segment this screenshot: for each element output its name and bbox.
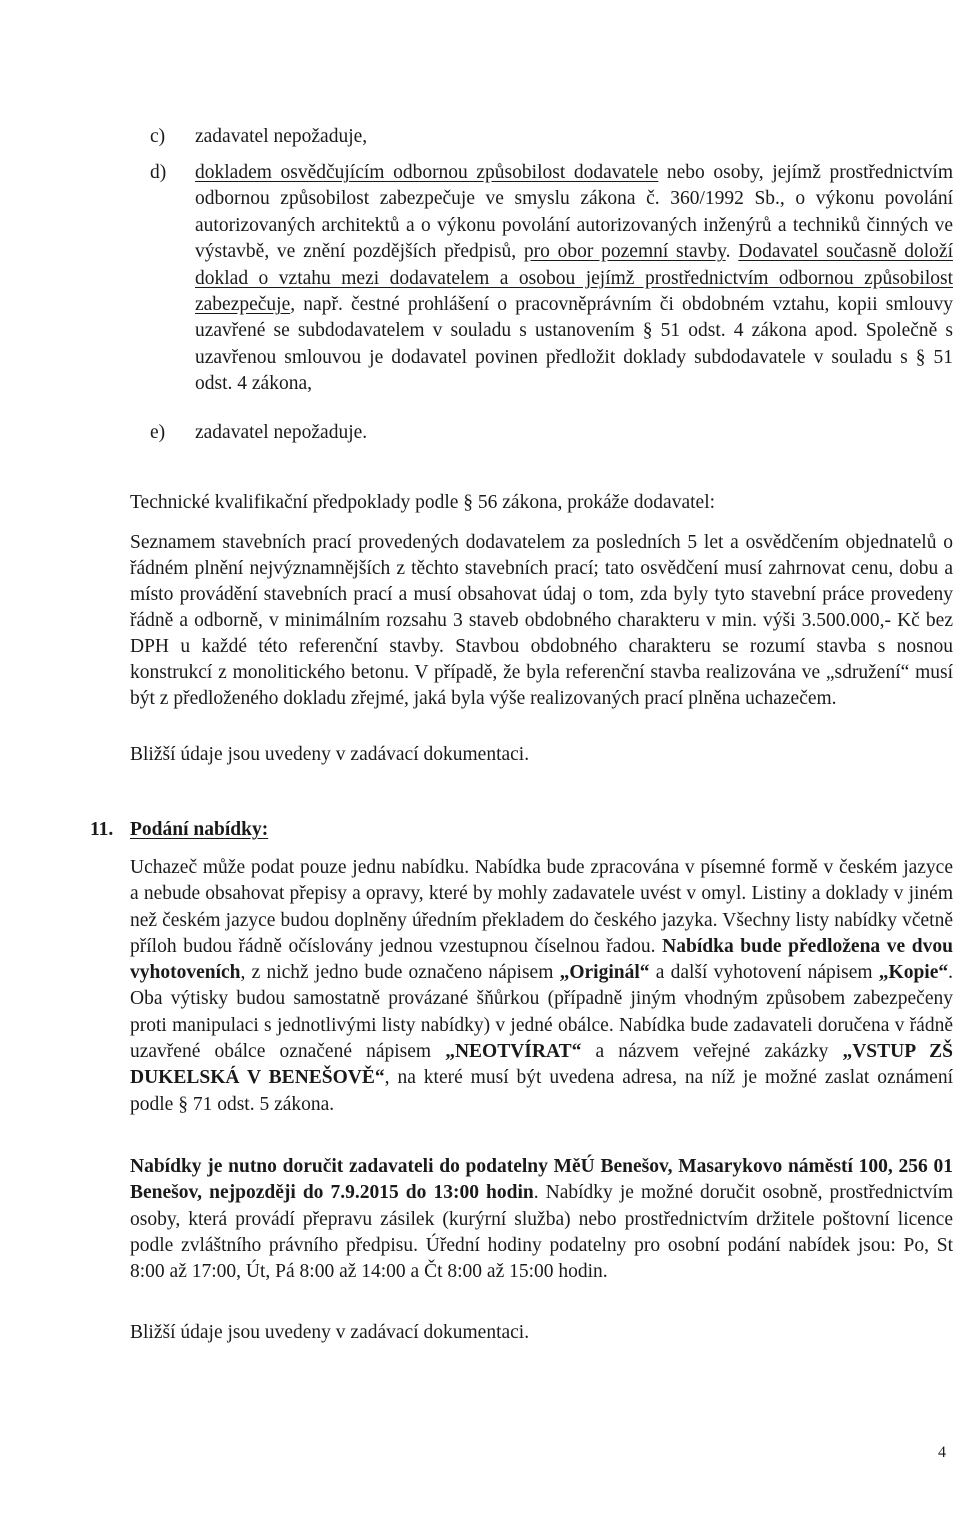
technical-heading: Technické kvalifikační předpoklady podle § 56 zákona, prokáže dodavatel:: [130, 492, 716, 513]
deadline-bold: Nabídky je nutno doručit zadavateli do podatelny MěÚ Benešov, Masarykovo náměstí 100, 256 01 Benešov, nejpozději do 7.9.2015 do 13:00 hodin: [130, 1156, 953, 1204]
list-item-e-label: e): [150, 422, 166, 443]
list-item-e-text: zadavatel nepožaduje.: [195, 422, 368, 443]
list-item-c-text: zadavatel nepožaduje,: [195, 126, 368, 147]
page-number: 4: [938, 1444, 946, 1461]
technical-note: Bližší údaje jsou uvedeny v zadávací dokumentaci.: [130, 744, 530, 765]
list-item-c-label: c): [150, 126, 166, 147]
section-note: Bližší údaje jsou uvedeny v zadávací dokumentaci.: [130, 1322, 530, 1343]
submission-paragraph: Uchazeč může podat pouze jednu nabídku. Nabídka bude zpracována v písemné formě v českém jazyce a nebude obsahovat přepisy a opravy, které by mohly zadavatele uvést v omyl. Listiny a doklady v jiném než českém jazyce budou doplněny úředním překladem do českého jazyka. Všechny listy nabídky včetně příloh budou řádně očíslovány jednou vzestupnou číselnou řadou. Nabídka bude předložena ve dvou vyhotoveních, z nichž jedno bude označeno nápisem „Originál“ a další vyhotovení nápisem „Kopie“. Oba výtisky budou samostatně provázané šňůrkou (případně jiným vhodným způsobem zabezpečeny proti manipulaci s jednotlivými listy nabídky) v jedné obálce. Nabídka bude zadavateli doručena v řádně uzavřené obálce označené nápisem „NEOTVÍRAT“ a názvem veřejné zakázky „VSTUP ZŠ DUKELSKÁ V BENEŠOVĚ“, na které musí být uvedena adresa, na níž je možné zaslat oznámení podle § 71 odst. 5 zákona.: [130, 857, 953, 1115]
deadline-paragraph: Nabídky je nutno doručit zadavateli do podatelny MěÚ Benešov, Masarykovo náměstí 100, 256 01 Benešov, nejpozději do 7.9.2015 do 13:00 hodin. Nabídky je možné doručit osobně, prostřednictvím osoby, která provádí přepravu zásilek (kurýrní služba) nebo prostřednictvím držitele poštovní licence podle zvláštního právního předpisu. Úřední hodiny podatelny pro osobní podání nabídek jsou: Po, St 8:00 až 17:00, Út, Pá 8:00 až 14:00 a Čt 8:00 až 15:00 hodin.: [130, 1156, 953, 1283]
list-item-d-label: d): [150, 162, 167, 183]
list-item-d-text: dokladem osvědčujícím odbornou způsobilost dodavatele nebo osoby, jejímž prostřednictvím odbornou způsobilost zabezpečuje ve smyslu zákona č. 360/1992 Sb., o výkonu povolání autorizovaných architektů a o výkonu povolání autorizovaných inženýrů a techniků činných ve výstavbě, ve znění pozdějších předpisů, pro obor pozemní stavby. Dodavatel současně doloží doklad o vztahu mezi dodavatelem a osobou jejímž prostřednictvím odbornou způsobilost zabezpečuje, např. čestné prohlášení o pracovněprávním či obdobném vztahu, kopii smlouvy uzavřené se subdodavatelem v souladu s ustanovením § 51 odst. 4 zákona apod. Společně s uzavřenou smlouvou je dodavatel povinen předložit doklady subdodavatele v souladu s § 51 odst. 4 zákona,: [195, 162, 953, 395]
section-number: 11.: [90, 819, 114, 840]
technical-body: Seznamem stavebních prací provedených dodavatelem za posledních 5 let a osvědčením objednatelů o řádném plnění nejvýznamnějších z těchto stavebních prací; tato osvědčení musí zahrnovat cenu, dobu a místo provádění stavebních prací a musí obsahovat údaj o tom, zda byly tyto stavební práce provedeny řádně a odborně, v minimálním rozsahu 3 staveb obdobného charakteru v min. výši 3.500.000,- Kč bez DPH u každé této referenční stavby. Stavbou obdobného charakteru se rozumí stavba s nosnou konstrukcí z monolitického betonu. V případě, že byla referenční stavba realizována ve „sdružení“ musí být z předloženého dokladu zřejmé, jaká byla výše realizovaných prací plněna uchazečem.: [130, 532, 953, 709]
underlined-phrase-2: pro obor pozemní stavby: [523, 241, 726, 263]
underlined-phrase-1: dokladem osvědčujícím odbornou způsobilost dodavatele: [195, 162, 659, 183]
underlined-phrase-3: Dodavatel současně doloží doklad o vztahu mezi dodavatelem a osobou jejímž prostřednictvím odbornou způsobilost zabezpečuje: [195, 241, 953, 316]
section-title: Podání nabídky:: [130, 819, 269, 840]
